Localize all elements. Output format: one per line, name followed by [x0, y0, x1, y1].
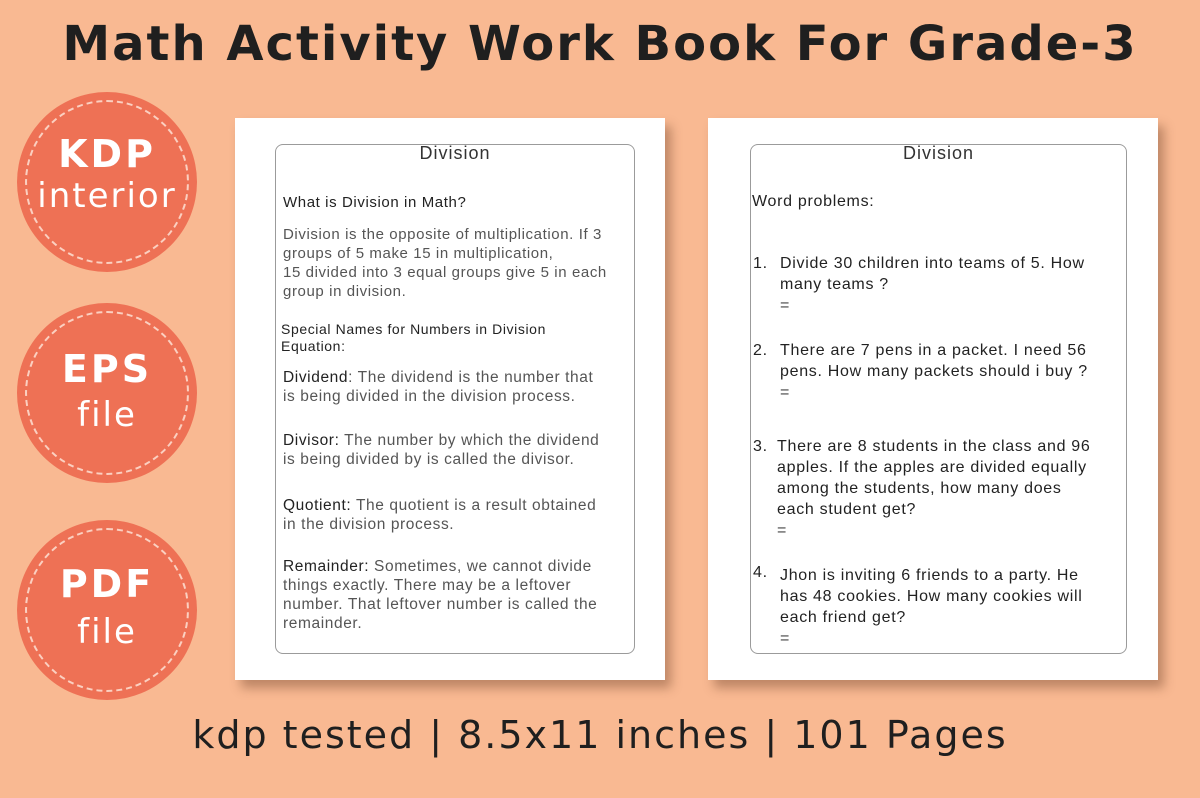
badge-bottom-label: file	[77, 395, 137, 435]
eps-file-badge	[17, 303, 197, 483]
divisor-definition: Divisor: The number by which the dividend is being divided by is called the divisor.	[283, 432, 600, 468]
section-heading: What is Division in Math?	[283, 194, 467, 211]
badge-top-label: KDP	[58, 132, 156, 176]
badge-dashed-ring	[25, 528, 189, 692]
answer-blank: =	[780, 630, 791, 647]
answer-blank: =	[780, 297, 791, 314]
answer-blank: =	[777, 522, 788, 539]
left-page-title: Division	[419, 143, 491, 163]
badge-dashed-ring	[25, 311, 189, 475]
badge-bottom-label: interior	[37, 176, 177, 216]
pdf-file-badge	[17, 520, 197, 700]
intro-text: Division is the opposite of multiplication. If 3 groups of 5 make 15 in multiplication, 15 divided into 3 equal groups give 5 in each group in division.	[283, 226, 607, 300]
left-page-frame	[275, 144, 635, 654]
right-worksheet-page	[708, 118, 1158, 680]
right-page-frame	[750, 144, 1127, 654]
word-problem-4: 4. Jhon is inviting 6 friends to a party. He has 48 cookies. How many cookies will each friend get? =	[751, 565, 1126, 649]
answer-blank: =	[780, 384, 791, 401]
badge-top-label: EPS	[61, 347, 153, 391]
word-problem-3: 3. There are 8 students in the class and 96 apples. If the apples are divided equally among the students, how many does each student get? =	[751, 436, 1126, 541]
kdp-interior-badge	[17, 92, 197, 272]
product-specs-footer: kdp tested | 8.5x11 inches | 101 Pages	[192, 713, 1008, 757]
special-names-heading: Special Names for Numbers in Division Equation:	[281, 321, 546, 354]
badge-top-label: PDF	[59, 562, 155, 606]
word-problem-2: 2. There are 7 pens in a packet. I need 56 pens. How many packets should i buy ? =	[751, 340, 1126, 403]
word-problem-1: 1. Divide 30 children into teams of 5. How many teams ? =	[751, 253, 1126, 316]
left-worksheet-page	[235, 118, 665, 680]
right-page-title: Division	[902, 143, 975, 163]
word-problems-heading: Word problems:	[752, 193, 875, 210]
remainder-definition: Remainder: Sometimes, we cannot divide things exactly. There may be a leftover number. That leftover number is called the remainder.	[283, 558, 598, 632]
page-title: Math Activity Work Book For Grade-3	[62, 16, 1138, 72]
badge-bottom-label: file	[77, 612, 137, 652]
dividend-definition: Dividend: The dividend is the number that is being divided in the division process.	[283, 369, 594, 405]
quotient-definition: Quotient: The quotient is a result obtained in the division process.	[283, 497, 597, 533]
